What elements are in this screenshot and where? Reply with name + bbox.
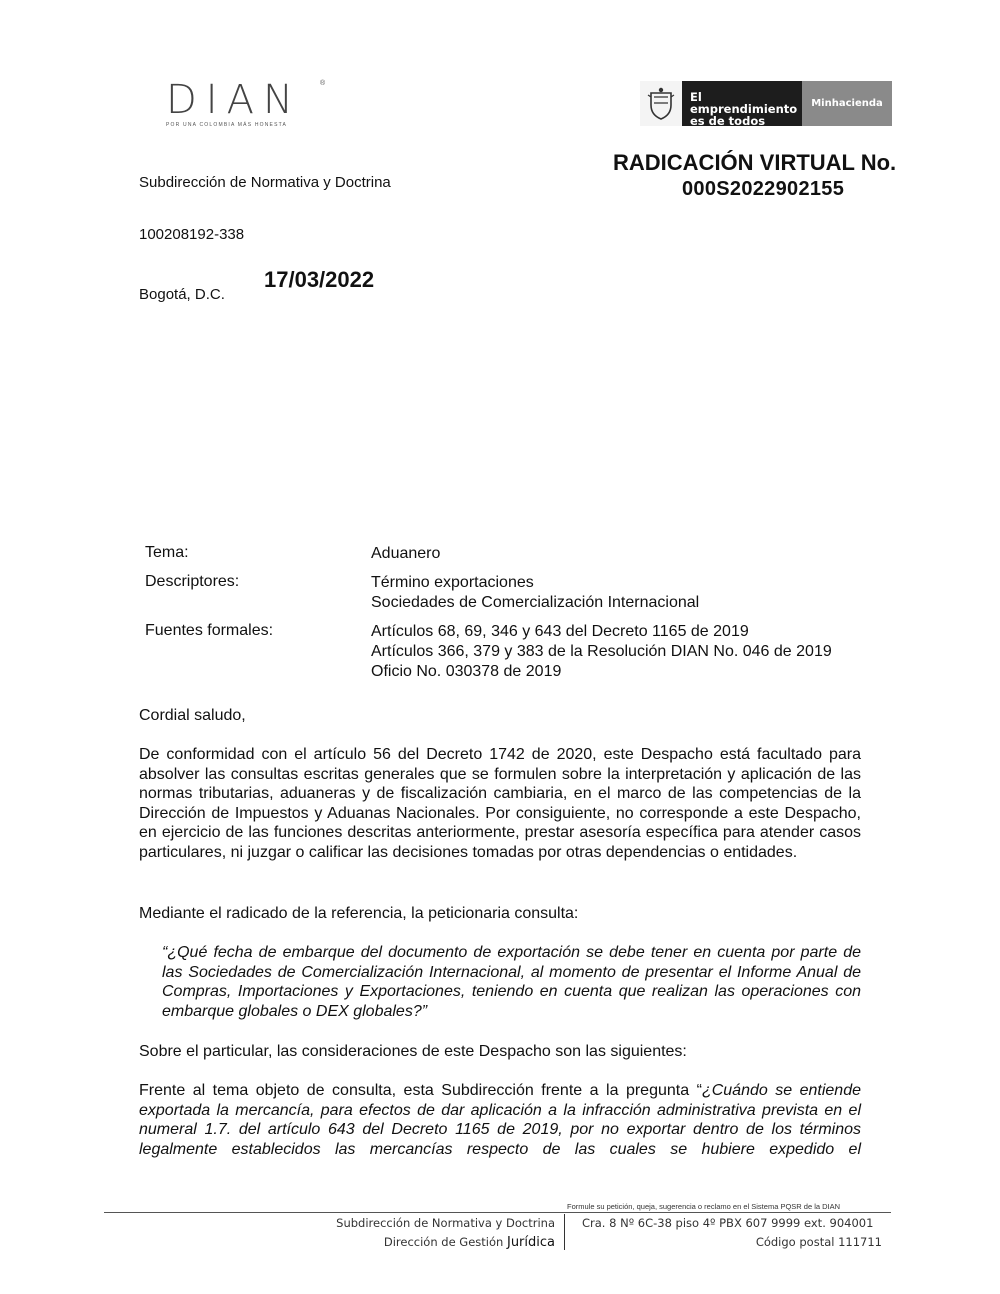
ministry-name: Minhacienda	[802, 81, 892, 126]
quoted-question: “¿Qué fecha de embarque del documento de exportación se debe tener en cuenta por parte de las Sociedades de Comercialización Internacional, al momento de presentar el Informe Anual de Compras, Importaciones y Exportaciones, teniendo en cuenta que realizan las operaciones con embarque globales o DEX globales?”	[162, 944, 861, 1020]
tema-label: Tema:	[145, 544, 189, 561]
fuente-item: Artículos 68, 69, 346 y 643 del Decreto 1165 de 2019	[371, 623, 749, 640]
descriptores-list	[371, 573, 699, 613]
government-logo	[640, 81, 892, 126]
paragraph-analisis-intro: Frente al tema objeto de consulta, esta Subdirección frente a la pregunta “	[139, 1082, 702, 1099]
tema-value: Aduanero	[371, 545, 441, 562]
gov-slogan-line1: El emprendimiento	[690, 90, 798, 116]
paragraph-competencia: De conformidad con el artículo 56 del Decreto 1742 de 2020, este Despacho está facultado para absolver las consultas escritas generales que se formulen sobre la interpretación y aplicación de las normas tributarias, aduaneras y de fiscalización cambiaria, en el marco de las competencias de la Dirección de Impuestos y Aduanas Nacionales. Por consiguiente, no corresponde a este Despacho, en ejercicio de las funciones descritas anteriormente, prestar asesoría específica para atender casos particulares, ni juzgar o calificar las decisiones tomadas por otras dependencias o entidades.	[139, 746, 861, 861]
paragraph-consideraciones: Sobre el particular, las consideraciones de este Despacho son las siguientes:	[139, 1043, 687, 1060]
dian-logo	[166, 77, 326, 130]
paragraph-analisis-question: ¿Cuándo se entiende exportada la mercancía, para efectos de dar aplicación a la infracción administrativa prevista en el numeral 1.7. del artículo 643 del Decreto 1165 de 2019, por no exportar dentro de los términos legalmente establecidos las mercancías respecto de las cuales se hubiere expedido el	[139, 1082, 862, 1158]
reference-number: 100208192-338	[139, 226, 245, 243]
footer-address: Cra. 8 Nº 6C-38 piso 4º PBX 607 9999 ext. 904001	[582, 1216, 874, 1230]
descriptores-label: Descriptores:	[145, 573, 240, 590]
coat-of-arms-icon	[640, 81, 682, 126]
paragraph-analisis	[139, 1081, 861, 1159]
descriptor-item: Sociedades de Comercialización Internacional	[371, 594, 700, 611]
fuente-item: Oficio No. 030378 de 2019	[371, 663, 562, 680]
radicacion-number: 000S2022902155	[682, 178, 845, 200]
radicacion-title: RADICACIÓN VIRTUAL No.	[613, 150, 897, 175]
footer-postal-code: Código postal 111711	[755, 1235, 882, 1249]
fuentes-label: Fuentes formales:	[145, 622, 274, 639]
dian-tagline: POR UNA COLOMBIA MÁS HONESTA	[166, 122, 288, 128]
paragraph-consulta: Mediante el radicado de la referencia, la peticionaria consulta:	[139, 905, 579, 922]
office-name: Subdirección de Normativa y Doctrina	[139, 174, 391, 191]
footer-direction-suffix: Jurídica	[506, 1235, 555, 1250]
dian-logo-text: DIAN	[166, 77, 302, 123]
document-date: 17/03/2022	[264, 267, 375, 292]
footer-office: Subdirección de Normativa y Doctrina	[336, 1216, 555, 1230]
greeting: Cordial saludo,	[139, 707, 246, 724]
descriptor-item: Término exportaciones	[371, 574, 534, 591]
footer-direction	[384, 1235, 555, 1250]
footer-pqsr-note: Formule su petición, queja, sugerencia o reclamo en el Sistema PQSR de la DIAN	[567, 1202, 841, 1211]
city: Bogotá, D.C.	[139, 286, 225, 303]
registered-mark-icon: ®	[320, 80, 326, 87]
gov-slogan	[682, 81, 802, 126]
fuente-item: Artículos 366, 379 y 383 de la Resolución DIAN No. 046 de 2019	[371, 643, 832, 660]
gov-slogan-line2: es de todos	[690, 114, 766, 128]
footer-direction-prefix: Dirección de Gestión	[383, 1235, 507, 1249]
fuentes-list	[371, 622, 832, 682]
footer-divider	[564, 1214, 565, 1250]
footer-rule	[104, 1212, 891, 1213]
